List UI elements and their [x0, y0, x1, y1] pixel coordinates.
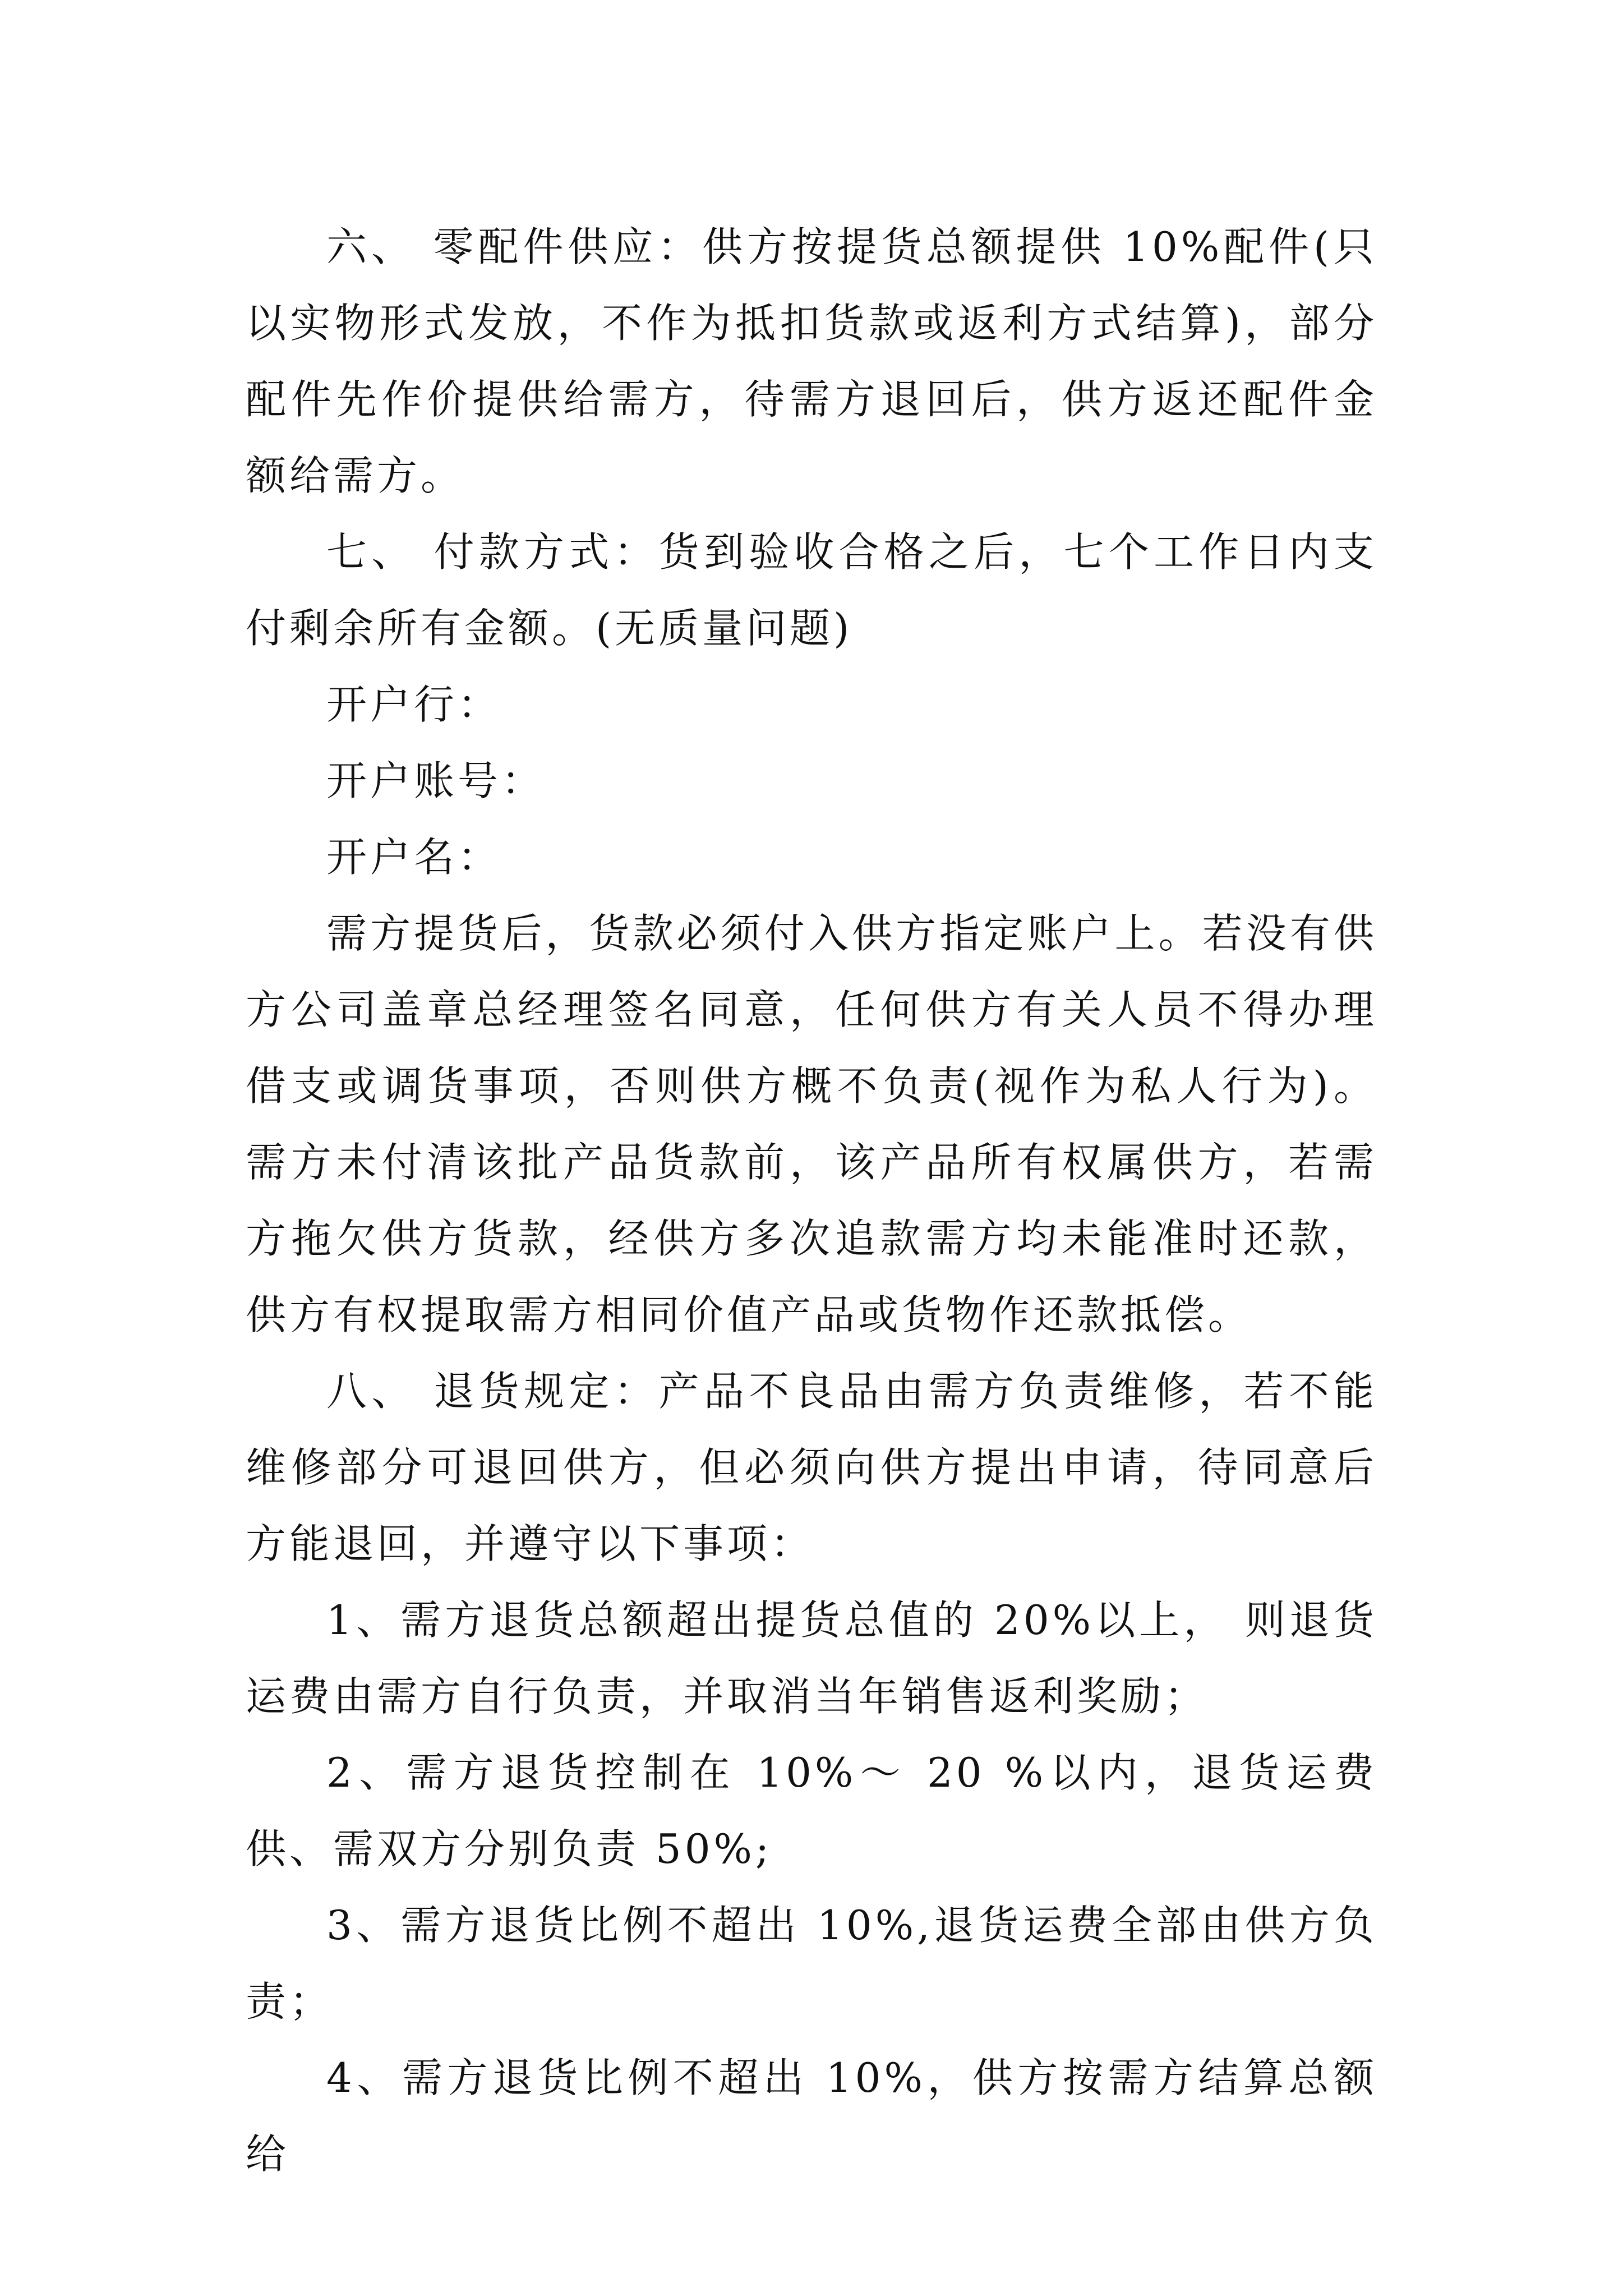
clause-seven-payment-method: 七、 付款方式：货到验收合格之后，七个工作日内支付剩余所有金额。(无质量问题): [246, 528, 1377, 652]
bank-account-field: 开户账号：: [326, 757, 546, 804]
payment-ownership-paragraph: 需方提货后，货款必须付入供方指定账户上。若没有供方公司盖章总经理签名同意，任何供方有关人员不得办理借支或调货事项，否则供方概不负责(视作为私人行为)。需方未付清该批产品货款前，该产品所有权属供方，若需方拖欠供方货款，经供方多次追款需方均未能准时还款，供方有权提取需方相同价值产品或货物作还款抵偿。: [246, 910, 1377, 1338]
returns-item-1: 1、需方退货总额超出提货总值的 20%以上， 则退货运费由需方自行负责，并取消当年销售返利奖励；: [246, 1596, 1377, 1720]
returns-item-3: 3、需方退货比例不超出 10%,退货运费全部由供方负责；: [246, 1902, 1377, 2025]
account-name-field: 开户名：: [326, 834, 502, 881]
bank-name-field: 开户行：: [326, 681, 502, 728]
clause-six-parts-supply: 六、 零配件供应：供方按提货总额提供 10%配件(只以实物形式发放，不作为抵扣货款或返利方式结算)，部分配件先作价提供给需方，待需方退回后，供方返还配件金额给需方。: [246, 223, 1377, 499]
returns-item-4: 4、需方退货比例不超出 10%，供方按需方结算总额给: [246, 2054, 1377, 2178]
document-body: [246, 209, 1377, 2192]
returns-item-2: 2、需方退货控制在 10%～ 20 %以内，退货运费供、需双方分别负责 50%;: [246, 1749, 1377, 1872]
clause-eight-returns: 八、 退货规定：产品不良品由需方负责维修，若不能维修部分可退回供方，但必须向供方提出申请，待同意后方能退回，并遵守以下事项：: [246, 1368, 1377, 1567]
